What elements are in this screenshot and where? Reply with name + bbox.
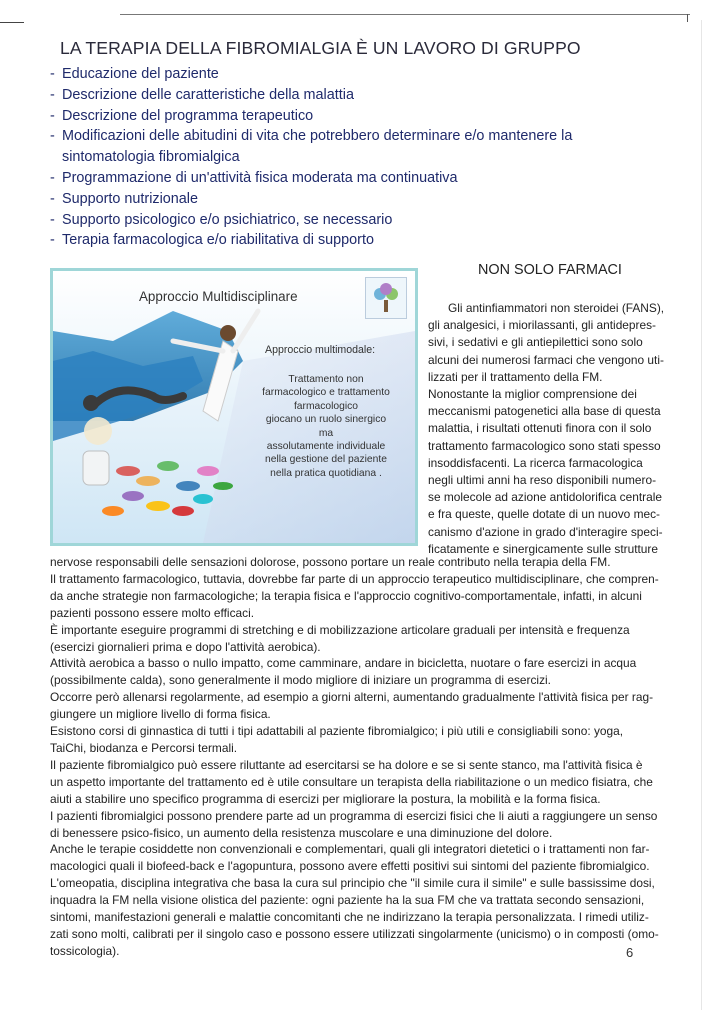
page-number: 6 — [626, 945, 634, 960]
text-line: Occorre però allenarsi regolarmente, ad esempio a giorni alterni, aumentando gradualmente l'attività fisica per rag- — [50, 690, 654, 705]
list-item-text-continued: sintomatologia fibromialgica — [62, 149, 240, 166]
text-line: Anche le terapie cosiddette non convenzionali e complementari, quali gli integratori dietetici o i trattamenti non far- — [50, 842, 650, 857]
text-line: È importante eseguire programmi di stretching e di mobilizzazione articolare graduali per intensità e frequenza — [50, 622, 630, 637]
list-item — [50, 64, 680, 85]
page-edge — [701, 20, 702, 1010]
text-line: L'omeopatia, disciplina integrativa che basa la cura sul principio che "il simile cura il simile" e sulle bassissime dosi, — [50, 876, 655, 891]
text-line: Attività aerobica a basso o nullo impatto, come camminare, andare in bicicletta, nuotare o fare esercizi in acqua — [50, 656, 637, 671]
text-line: se molecole ad azione antidolorifica centrale — [428, 490, 662, 505]
text-line: sintomi, manifestazioni generali e malattie concomitanti che ne indirizzano la terapia personalizzata. I rimedi utiliz- — [50, 910, 649, 925]
list-item — [50, 189, 680, 210]
figure-caption-line: assolutamente individuale — [266, 441, 386, 453]
figure-caption-line: giocano un ruolo sinergico — [265, 414, 387, 426]
text-line: macologici quali il biofeed-back e l'agopuntura, possono avere effetti positivi sui sintomi del paziente fibromialgico. — [50, 859, 650, 874]
list-item — [50, 210, 680, 231]
list-item-text: Descrizione delle caratteristiche della malattia — [62, 86, 354, 103]
section-title: NON SOLO FARMACI — [478, 262, 622, 278]
scan-mark — [687, 14, 688, 22]
text-line: meccanismi patogenetici alla base di questa — [428, 404, 661, 419]
figure-title: Approccio Multidisciplinare — [139, 289, 298, 304]
text-line: sivi, i sedativi e gli antiepilettici sono solo — [428, 335, 643, 350]
text-line: zati sono molti, calibrati per il singolo caso e possono essere utilizzati singolarmente (unicismo) o in composti (omo- — [50, 926, 659, 941]
list-item-text: Educazione del paziente — [62, 66, 219, 82]
text-line: gli analgesici, i miorilassanti, gli antidepres- — [428, 318, 657, 333]
text-line: malattia, i risultati ottenuti finora con il solo — [428, 421, 652, 436]
text-line: (possibilmente calda), sono generalmente il modo migliore di iniziare un programma di esercizi. — [50, 673, 551, 688]
text-line: Esistono corsi di ginnastica di tutti i tipi adattabili al paziente fibromialgico; i più utili e consigliabili sono: yoga, — [50, 724, 624, 739]
text-line: inquadra la FM nella visione olistica del paziente: ogni paziente ha la sua FM che va trattata secondo sensazioni, — [50, 893, 645, 908]
bullet-dash: - — [50, 169, 55, 186]
text-line: di benessere psico-fisico, un aumento della resistenza muscolare e una diminuzione del dolore. — [50, 825, 553, 840]
body-text — [50, 554, 678, 960]
figure-caption-line: nella gestione del paziente — [265, 454, 387, 466]
text-line: negli ultimi anni ha reso disponibili numero- — [428, 473, 657, 488]
figure-caption-line: ma — [318, 427, 334, 439]
list-item-text: Supporto psicologico e/o psichiatrico, se necessario — [62, 211, 393, 228]
text-line: trattamento farmacologico sono stati spesso — [428, 438, 661, 453]
text-line: e fra queste, quelle dotate di un nuovo mec- — [428, 507, 661, 522]
text-line: Nonostante la miglior comprensione dei — [428, 387, 637, 402]
list-item-text: Programmazione di un'attività fisica moderata ma continuativa — [62, 169, 458, 186]
list-item-text: Supporto nutrizionale — [62, 190, 199, 207]
bullet-dash: - — [50, 86, 55, 103]
scan-mark — [0, 22, 24, 23]
figure-caption-line: farmacologico e trattamento — [262, 387, 390, 399]
list-item — [50, 106, 680, 127]
text-line: I pazienti fibromialgici possono prendere parte ad un programma di esercizi fisici che li aiuti a raggiungere un senso — [50, 808, 658, 823]
list-item — [50, 168, 680, 189]
bullet-list — [50, 64, 680, 251]
figure-caption-line: farmacologico — [293, 400, 359, 412]
scan-edge-line — [120, 14, 690, 15]
list-item-text: Descrizione del programma terapeutico — [62, 107, 314, 124]
figure-caption — [248, 373, 404, 480]
figure-caption-line: nella pratica quotidiana . — [270, 467, 382, 479]
text-line: alcuni dei numerosi farmaci che vengono uti- — [428, 352, 664, 367]
list-item-text: Terapia farmacologica e/o riabilitativa di supporto — [62, 232, 374, 249]
text-line: tossicologia). — [50, 943, 120, 958]
bullet-dash: - — [50, 128, 55, 145]
side-column-text — [428, 300, 698, 558]
text-line: un aspetto importante del trattamento ed è utile consultare un terapista della riabilitazione o un medico fisiatra, che — [50, 774, 653, 789]
bullet-dash: - — [50, 66, 55, 82]
list-item — [50, 126, 680, 168]
bullet-dash: - — [50, 190, 55, 207]
text-line: nervose responsabili delle sensazioni dolorose, possono portare un reale contributo nella terapia della FM. — [50, 555, 611, 569]
text-line: Il trattamento farmacologico, tuttavia, dovrebbe far parte di un approccio terapeutico multidisciplinare, che compren- — [50, 571, 659, 586]
text-line: TaiChi, biodanza e Percorsi termali. — [50, 740, 238, 755]
bullet-dash: - — [50, 107, 55, 124]
text-line: (esercizi giornalieri prima e dopo l'attività aerobica). — [50, 639, 321, 654]
page-title: LA TERAPIA DELLA FIBROMIALGIA È UN LAVORO DI GRUPPO — [60, 38, 581, 58]
list-item-text: Modificazioni delle abitudini di vita che potrebbero determinare e/o mantenere la — [62, 128, 573, 145]
figure-caption-line: Trattamento non — [288, 374, 364, 385]
multidisciplinary-figure — [50, 268, 418, 546]
tree-logo-icon — [365, 277, 407, 319]
text-line: aiuti a stabilire uno specifico programma di esercizi per migliorare la postura, la mobilità e la forma fisica. — [50, 791, 601, 806]
text-line: Il paziente fibromialgico può essere riluttante ad esercitarsi se ha dolore e se si sente stanco, ma l'attività fisica è — [50, 757, 643, 772]
text-line: lizzati per il trattamento della FM. — [428, 369, 603, 384]
figure-subtitle: Approccio multimodale: — [265, 344, 376, 356]
text-line: pazienti possono essere molto efficaci. — [50, 605, 255, 620]
text-line: Gli antinfiammatori non steroidei (FANS), — [448, 301, 665, 315]
text-line: da anche strategie non farmacologiche; la terapia fisica e l'approccio cognitivo-comportamentale, infatti, in alcuni — [50, 588, 642, 603]
text-line: ficatamente e sinergicamente sulle strutture — [428, 541, 658, 556]
list-item — [50, 85, 680, 106]
bullet-dash: - — [50, 232, 55, 249]
text-line: canismo d'azione in grado d'interagire speci- — [428, 524, 663, 539]
list-item — [50, 230, 680, 251]
bullet-dash: - — [50, 211, 55, 228]
text-line: insoddisfacenti. La ricerca farmacologica — [428, 455, 643, 470]
text-line: giungere un migliore livello di forma fisica. — [50, 707, 271, 722]
